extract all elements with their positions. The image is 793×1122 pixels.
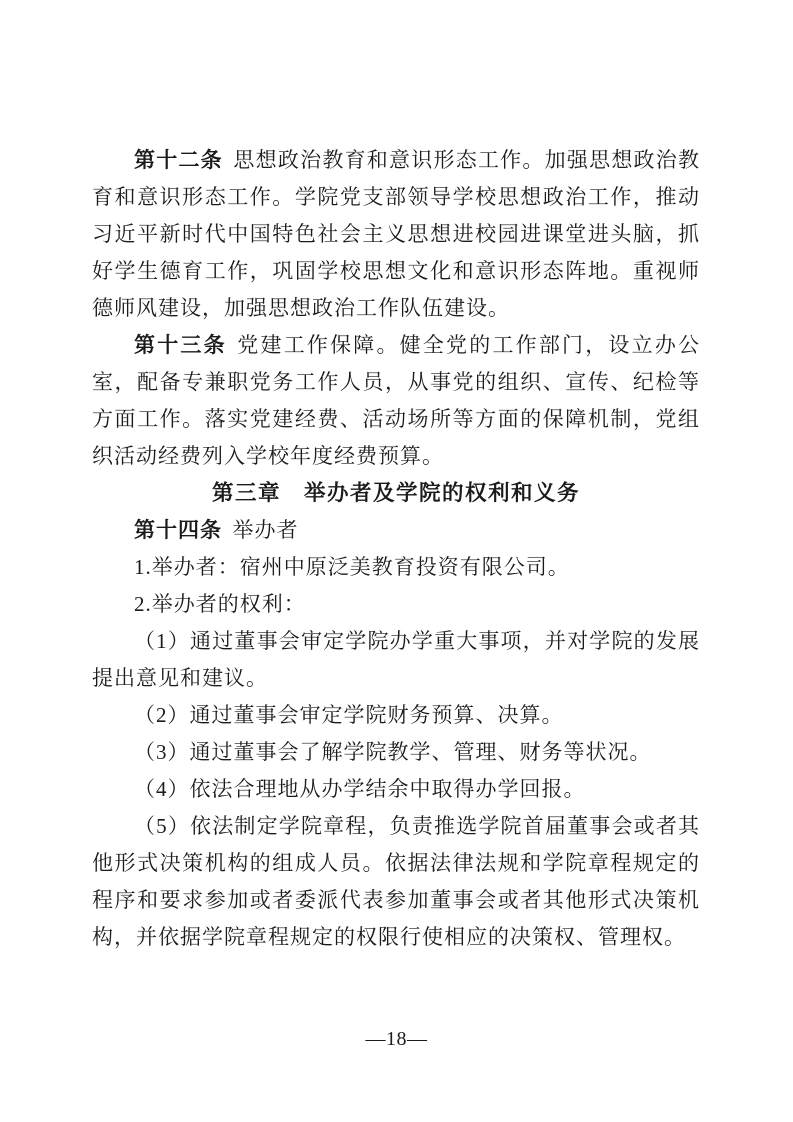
page-number: —18— — [365, 1028, 428, 1050]
clause-5: （3）通过董事会了解学院教学、管理、财务等状况。 — [134, 740, 652, 764]
chapter-3-heading: 第三章 举办者及学院的权利和义务 — [211, 481, 580, 505]
clause-2: 2.举办者的权利： — [134, 592, 306, 616]
article-13-paragraph — [92, 327, 700, 475]
article-12-text: 思想政治教育和意识形态工作。加强思想政治教育和意识形态工作。学院党支部领导学校思想政治工作，推动习近平新时代中国特色社会主义思想进校园进课堂进头脑，抓好学生德育工作，巩固学校思想文化和意识形态阵地。重视师德师风建设，加强思想政治工作队伍建设。 — [92, 148, 701, 320]
clause-1: 1.举办者：宿州中原泛美教育投资有限公司。 — [134, 555, 570, 579]
article-12-label: 第十二条 — [134, 148, 223, 172]
clause-7: （5）依法制定学院章程，负责推选学院首届董事会或者其他形式决策机构的组成人员。依据法律法规和学院章程规定的程序和要求参加或者委派代表参加董事会或者其他形式决策机构，并依据学院章程规定的权限行使相应的决策权、管理权。 — [92, 814, 700, 949]
article-14-paragraph — [92, 512, 700, 549]
article-14-label: 第十四条 — [134, 518, 222, 542]
article-12-paragraph — [92, 142, 700, 327]
clause-6: （4）依法合理地从办学结余中取得办学回报。 — [134, 777, 586, 801]
document-body — [92, 142, 700, 956]
clause-3: （1）通过董事会审定学院办学重大事项，并对学院的发展提出意见和建议。 — [92, 629, 700, 690]
article-13-label: 第十三条 — [134, 333, 227, 357]
article-14-title: 举办者 — [232, 518, 299, 542]
clause-4: （2）通过董事会审定学院财务预算、决算。 — [134, 703, 564, 727]
article-13-text: 党建工作保障。健全党的工作部门，设立办公室，配备专兼职党务工作人员，从事党的组织、宣传、纪检等方面工作。落实党建经费、活动场所等方面的保障机制，党组织活动经费列入学校年度经费预算。 — [92, 333, 701, 468]
